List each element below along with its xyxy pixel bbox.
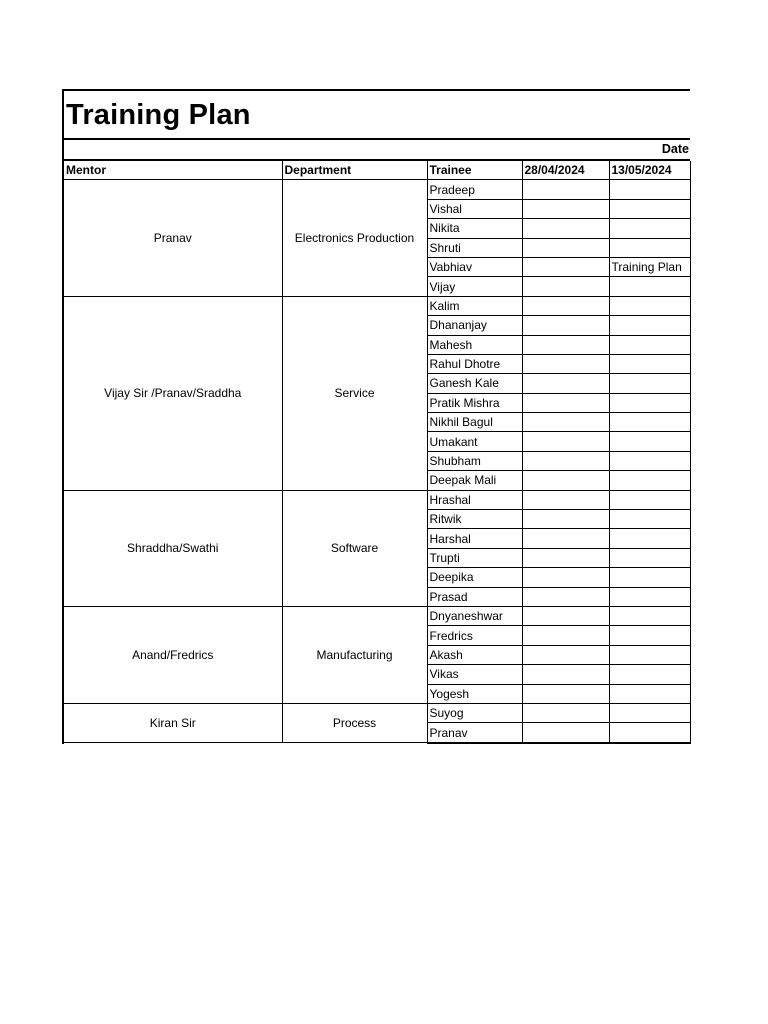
date-2-cell[interactable] bbox=[609, 529, 690, 548]
date-2-cell[interactable] bbox=[609, 587, 690, 606]
date-2-cell[interactable]: Training Plan bbox=[609, 257, 690, 276]
date-2-cell[interactable] bbox=[609, 645, 690, 664]
date-1-cell[interactable] bbox=[522, 665, 609, 684]
date-2-cell[interactable] bbox=[609, 413, 690, 432]
trainee-cell[interactable]: Pradeep bbox=[427, 180, 522, 199]
header-row bbox=[64, 161, 690, 180]
mentor-cell[interactable]: Shraddha/Swathi bbox=[64, 490, 282, 606]
trainee-cell[interactable]: Nikita bbox=[427, 219, 522, 238]
trainee-cell[interactable]: Shubham bbox=[427, 451, 522, 470]
date-2-cell[interactable] bbox=[609, 606, 690, 625]
date-1-cell[interactable] bbox=[522, 219, 609, 238]
table-row bbox=[64, 180, 690, 199]
date-1-cell[interactable] bbox=[522, 548, 609, 567]
date-2-cell[interactable] bbox=[609, 277, 690, 296]
trainee-cell[interactable]: Fredrics bbox=[427, 626, 522, 645]
mentor-cell[interactable]: Pranav bbox=[64, 180, 282, 296]
trainee-cell[interactable]: Trupti bbox=[427, 548, 522, 567]
date-1-cell[interactable] bbox=[522, 257, 609, 276]
date-2-cell[interactable] bbox=[609, 219, 690, 238]
trainee-cell[interactable]: Ritwik bbox=[427, 510, 522, 529]
header-mentor: Mentor bbox=[64, 161, 282, 180]
table-row bbox=[64, 296, 690, 315]
date-1-cell[interactable] bbox=[522, 703, 609, 722]
trainee-cell[interactable]: Suyog bbox=[427, 703, 522, 722]
department-cell[interactable]: Software bbox=[282, 490, 427, 606]
trainee-cell[interactable]: Vabhiav bbox=[427, 257, 522, 276]
header-trainee: Trainee bbox=[427, 161, 522, 180]
header-date-1: 28/04/2024 bbox=[522, 161, 609, 180]
date-1-cell[interactable] bbox=[522, 471, 609, 490]
trainee-cell[interactable]: Prasad bbox=[427, 587, 522, 606]
trainee-cell[interactable]: Shruti bbox=[427, 238, 522, 257]
date-2-cell[interactable] bbox=[609, 490, 690, 509]
date-1-cell[interactable] bbox=[522, 374, 609, 393]
trainee-cell[interactable]: Umakant bbox=[427, 432, 522, 451]
header-date-2: 13/05/2024 bbox=[609, 161, 690, 180]
trainee-cell[interactable]: Ganesh Kale bbox=[427, 374, 522, 393]
trainee-cell[interactable]: Vijay bbox=[427, 277, 522, 296]
department-cell[interactable]: Manufacturing bbox=[282, 606, 427, 703]
trainee-cell[interactable]: Pranav bbox=[427, 723, 522, 743]
date-1-cell[interactable] bbox=[522, 606, 609, 625]
date-1-cell[interactable] bbox=[522, 393, 609, 412]
page-title: Training Plan bbox=[66, 99, 251, 131]
date-2-cell[interactable] bbox=[609, 723, 690, 743]
table-row bbox=[64, 703, 690, 722]
date-1-cell[interactable] bbox=[522, 296, 609, 315]
trainee-cell[interactable]: Akash bbox=[427, 645, 522, 664]
table-body bbox=[64, 161, 690, 743]
table-row bbox=[64, 606, 690, 625]
trainee-cell[interactable]: Dhananjay bbox=[427, 316, 522, 335]
date-1-cell[interactable] bbox=[522, 432, 609, 451]
date-2-cell[interactable] bbox=[609, 548, 690, 567]
date-2-cell[interactable] bbox=[609, 393, 690, 412]
trainee-cell[interactable]: Deepika bbox=[427, 568, 522, 587]
date-2-cell[interactable] bbox=[609, 354, 690, 373]
trainee-cell[interactable]: Nikhil Bagul bbox=[427, 413, 522, 432]
date-2-cell[interactable] bbox=[609, 335, 690, 354]
department-cell[interactable]: Service bbox=[282, 296, 427, 490]
date-2-cell[interactable] bbox=[609, 199, 690, 218]
mentor-cell[interactable]: Kiran Sir bbox=[64, 703, 282, 742]
trainee-cell[interactable]: Pratik Mishra bbox=[427, 393, 522, 412]
date-2-cell[interactable] bbox=[609, 703, 690, 722]
trainee-cell[interactable]: Kalim bbox=[427, 296, 522, 315]
date-1-cell[interactable] bbox=[522, 199, 609, 218]
date-1-cell[interactable] bbox=[522, 645, 609, 664]
date-1-cell[interactable] bbox=[522, 723, 609, 743]
trainee-cell[interactable]: Vikas bbox=[427, 665, 522, 684]
trainee-cell[interactable]: Hrashal bbox=[427, 490, 522, 509]
trainee-cell[interactable]: Deepak Mali bbox=[427, 471, 522, 490]
date-1-cell[interactable] bbox=[522, 277, 609, 296]
date-2-cell[interactable] bbox=[609, 451, 690, 470]
date-1-cell[interactable] bbox=[522, 238, 609, 257]
date-2-cell[interactable] bbox=[609, 432, 690, 451]
department-cell[interactable]: Electronics Production bbox=[282, 180, 427, 296]
date-2-cell[interactable] bbox=[609, 316, 690, 335]
date-1-cell[interactable] bbox=[522, 529, 609, 548]
date-1-cell[interactable] bbox=[522, 510, 609, 529]
date-1-cell[interactable] bbox=[522, 180, 609, 199]
date-1-cell[interactable] bbox=[522, 587, 609, 606]
header-department: Department bbox=[282, 161, 427, 180]
mentor-cell[interactable]: Vijay Sir /Pranav/Sraddha bbox=[64, 296, 282, 490]
trainee-cell[interactable]: Yogesh bbox=[427, 684, 522, 703]
training-table bbox=[64, 161, 691, 744]
date-1-cell[interactable] bbox=[522, 354, 609, 373]
training-plan-sheet bbox=[62, 89, 690, 744]
title-row bbox=[64, 91, 690, 140]
date-1-cell[interactable] bbox=[522, 490, 609, 509]
date-2-cell[interactable] bbox=[609, 684, 690, 703]
date-2-cell[interactable] bbox=[609, 471, 690, 490]
date-2-cell[interactable] bbox=[609, 180, 690, 199]
date-1-cell[interactable] bbox=[522, 451, 609, 470]
date-1-cell[interactable] bbox=[522, 335, 609, 354]
trainee-cell[interactable]: Dnyaneshwar bbox=[427, 606, 522, 625]
trainee-cell[interactable]: Vishal bbox=[427, 199, 522, 218]
trainee-cell[interactable]: Harshal bbox=[427, 529, 522, 548]
date-1-cell[interactable] bbox=[522, 684, 609, 703]
date-2-cell[interactable] bbox=[609, 374, 690, 393]
date-2-cell[interactable] bbox=[609, 296, 690, 315]
trainee-cell[interactable]: Mahesh bbox=[427, 335, 522, 354]
trainee-cell[interactable]: Rahul Dhotre bbox=[427, 354, 522, 373]
date-2-cell[interactable] bbox=[609, 568, 690, 587]
date-2-cell[interactable] bbox=[609, 665, 690, 684]
date-2-cell[interactable] bbox=[609, 626, 690, 645]
date-2-cell[interactable] bbox=[609, 510, 690, 529]
date-label: Date bbox=[661, 142, 689, 156]
table-row bbox=[64, 490, 690, 509]
date-1-cell[interactable] bbox=[522, 568, 609, 587]
date-1-cell[interactable] bbox=[522, 413, 609, 432]
date-1-cell[interactable] bbox=[522, 626, 609, 645]
date-row bbox=[64, 140, 690, 161]
date-2-cell[interactable] bbox=[609, 238, 690, 257]
department-cell[interactable]: Process bbox=[282, 703, 427, 742]
date-1-cell[interactable] bbox=[522, 316, 609, 335]
mentor-cell[interactable]: Anand/Fredrics bbox=[64, 606, 282, 703]
